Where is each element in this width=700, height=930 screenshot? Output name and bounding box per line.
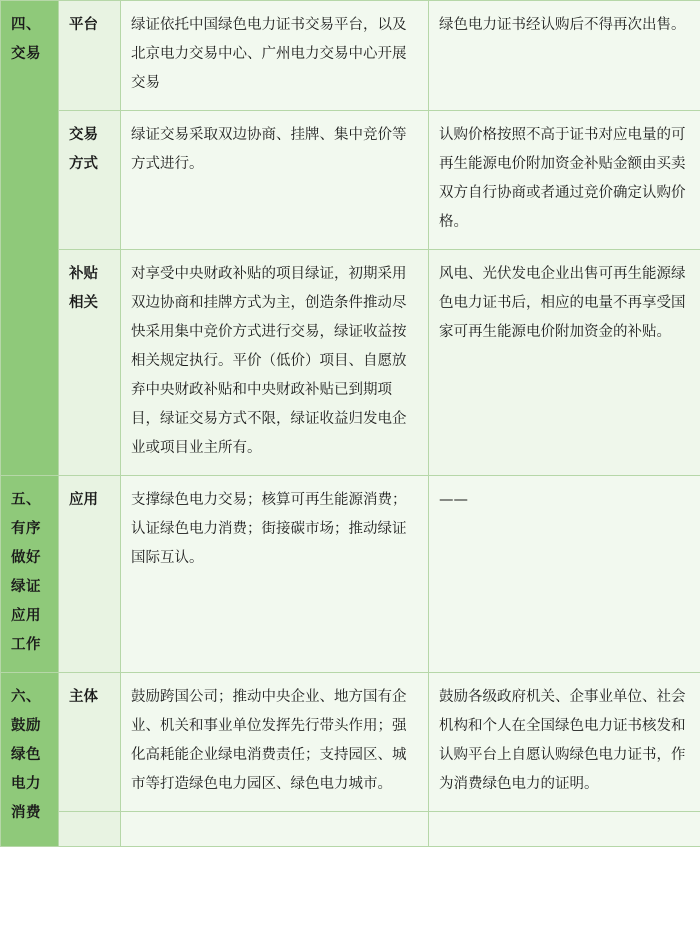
- cell-subject-left: 鼓励跨国公司；推动中央企业、地方国有企业、机关和事业单位发挥先行带头作用；强化高耗能企业绿电消费责任；支持园区、城市等打造绿色电力园区、绿色电力城市。: [121, 673, 429, 812]
- table-row: [1, 673, 700, 812]
- cell-trading-method-left: 绿证交易采取双边协商、挂牌、集中竞价等方式进行。: [121, 111, 429, 250]
- table-row: [1, 250, 700, 476]
- topic-label-platform: 平台: [59, 1, 121, 111]
- cell-partial-right: [429, 812, 700, 847]
- topic-label-trading-method: 交易方式: [59, 111, 121, 250]
- table-body: [1, 1, 700, 847]
- topic-label-subject: 主体: [59, 673, 121, 812]
- topic-label-subsidy: 补贴相关: [59, 250, 121, 476]
- cell-trading-method-right: 认购价格按照不高于证书对应电量的可再生能源电价附加资金补贴金额由买卖双方自行协商或者通过竞价确定认购价格。: [429, 111, 700, 250]
- cell-application-left: 支撑绿色电力交易；核算可再生能源消费；认证绿色电力消费；街接碳市场；推动绿证国际互认。: [121, 476, 429, 673]
- cell-platform-right: 绿色电力证书经认购后不得再次出售。: [429, 1, 700, 111]
- table-row: [1, 111, 700, 250]
- topic-label-partial: [59, 812, 121, 847]
- section-label-trading: 四、交易: [1, 1, 59, 476]
- cell-partial-left: [121, 812, 429, 847]
- table-row: [1, 476, 700, 673]
- table-row: [1, 1, 700, 111]
- cell-subsidy-right: 风电、光伏发电企业出售可再生能源绿色电力证书后，相应的电量不再享受国家可再生能源电价附加资金的补贴。: [429, 250, 700, 476]
- cell-subject-right: 鼓励各级政府机关、企事业单位、社会机构和个人在全国绿色电力证书核发和认购平台上自愿认购绿色电力证书，作为消费绿色电力的证明。: [429, 673, 700, 812]
- section-label-application: 五、有序做好绿证应用工作: [1, 476, 59, 673]
- topic-label-application: 应用: [59, 476, 121, 673]
- cell-application-right: ——: [429, 476, 700, 673]
- cell-platform-left: 绿证依托中国绿色电力证书交易平台，以及北京电力交易中心、广州电力交易中心开展交易: [121, 1, 429, 111]
- table-row-partial: [1, 812, 700, 847]
- cell-subsidy-left: 对享受中央财政补贴的项目绿证，初期采用双边协商和挂牌方式为主，创造条件推动尽快采用集中竞价方式进行交易，绿证收益按相关规定执行。平价（低价）项目、自愿放弃中央财政补贴和中央财政补贴已到期项目，绿证交易方式不限，绿证收益归发电企业或项目业主所有。: [121, 250, 429, 476]
- section-label-consumption: 六、鼓励绿色电力消费: [1, 673, 59, 847]
